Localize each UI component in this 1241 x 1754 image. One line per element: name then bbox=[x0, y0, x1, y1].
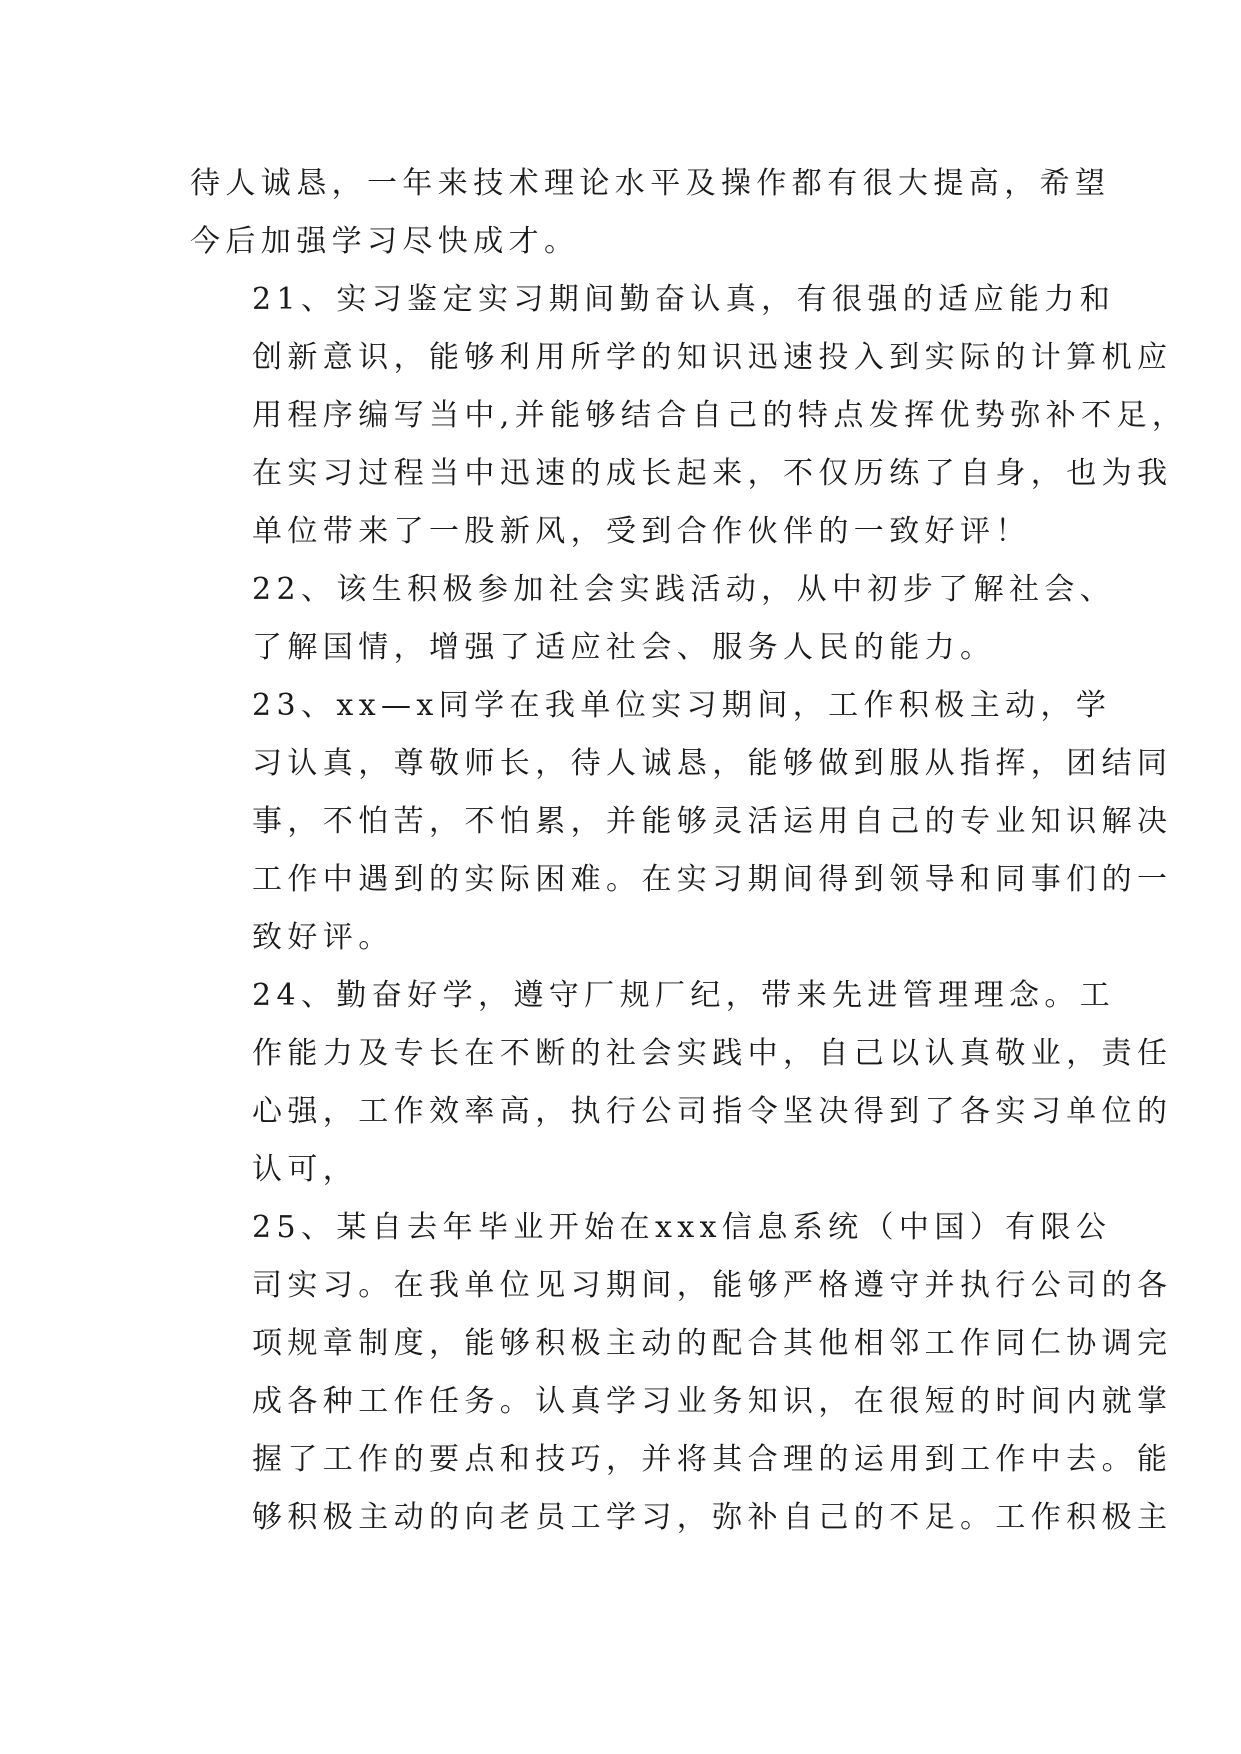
text-line: 21、实习鉴定实习期间勤奋认真，有很强的适应能力和 bbox=[252, 282, 1116, 317]
text-line: 在实习过程当中迅速的成长起来，不仅历练了自身，也为我 bbox=[252, 456, 1173, 491]
paragraph-p23 bbox=[190, 677, 1173, 967]
text-line: 25、某自去年毕业开始在xxx信息系统（中国）有限公 bbox=[252, 1210, 1112, 1245]
text-line: 22、该生积极参加社会实践活动，从中初步了解社会、 bbox=[252, 572, 1116, 607]
text-line: 事，不怕苦，不怕累，并能够灵活运用自己的专业知识解决 bbox=[252, 804, 1173, 839]
paragraph-p0 bbox=[190, 155, 1111, 271]
text-line: 24、勤奋好学，遵守厂规厂纪，带来先进管理理念。工 bbox=[252, 978, 1116, 1013]
text-line: 成各种工作任务。认真学习业务知识，在很短的时间内就掌 bbox=[252, 1384, 1173, 1419]
text-line: 习认真，尊敬师长，待人诚恳，能够做到服从指挥，团结同 bbox=[252, 746, 1173, 781]
paragraph-p25 bbox=[190, 1199, 1173, 1547]
text-line: 项规章制度，能够积极主动的配合其他相邻工作同仁协调完 bbox=[252, 1326, 1173, 1361]
document-body bbox=[190, 155, 1188, 1547]
text-line: 了解国情，增强了适应社会、服务人民的能力。 bbox=[252, 630, 996, 665]
text-line: 23、xx—x同学在我单位实习期间，工作积极主动，学 bbox=[252, 688, 1112, 723]
text-line: 认可， bbox=[252, 1152, 359, 1187]
text-line: 致好评。 bbox=[252, 920, 394, 955]
text-line: 握了工作的要点和技巧，并将其合理的运用到工作中去。能 bbox=[252, 1442, 1173, 1477]
text-line: 单位带来了一股新风，受到合作伙伴的一致好评！ bbox=[252, 514, 1031, 549]
text-line: 工作中遇到的实际困难。在实习期间得到领导和同事们的一 bbox=[252, 862, 1173, 897]
text-line: 够积极主动的向老员工学习，弥补自己的不足。工作积极主 bbox=[252, 1500, 1173, 1535]
paragraph-p21 bbox=[190, 271, 1188, 561]
text-line: 心强，工作效率高，执行公司指令坚决得到了各实习单位的 bbox=[252, 1094, 1173, 1129]
paragraph-p22 bbox=[190, 561, 1116, 677]
paragraph-p24 bbox=[190, 967, 1173, 1199]
text-line: 待人诚恳，一年来技术理论水平及操作都有很大提高，希望 bbox=[190, 166, 1111, 201]
text-line: 司实习。在我单位见习期间，能够严格遵守并执行公司的各 bbox=[252, 1268, 1173, 1303]
text-line: 用程序编写当中,并能够结合自己的特点发挥优势弥补不足， bbox=[252, 398, 1188, 433]
text-line: 作能力及专长在不断的社会实践中，自己以认真敬业，责任 bbox=[252, 1036, 1173, 1071]
text-line: 创新意识，能够利用所学的知识迅速投入到实际的计算机应 bbox=[252, 340, 1173, 375]
text-line: 今后加强学习尽快成才。 bbox=[190, 224, 580, 259]
